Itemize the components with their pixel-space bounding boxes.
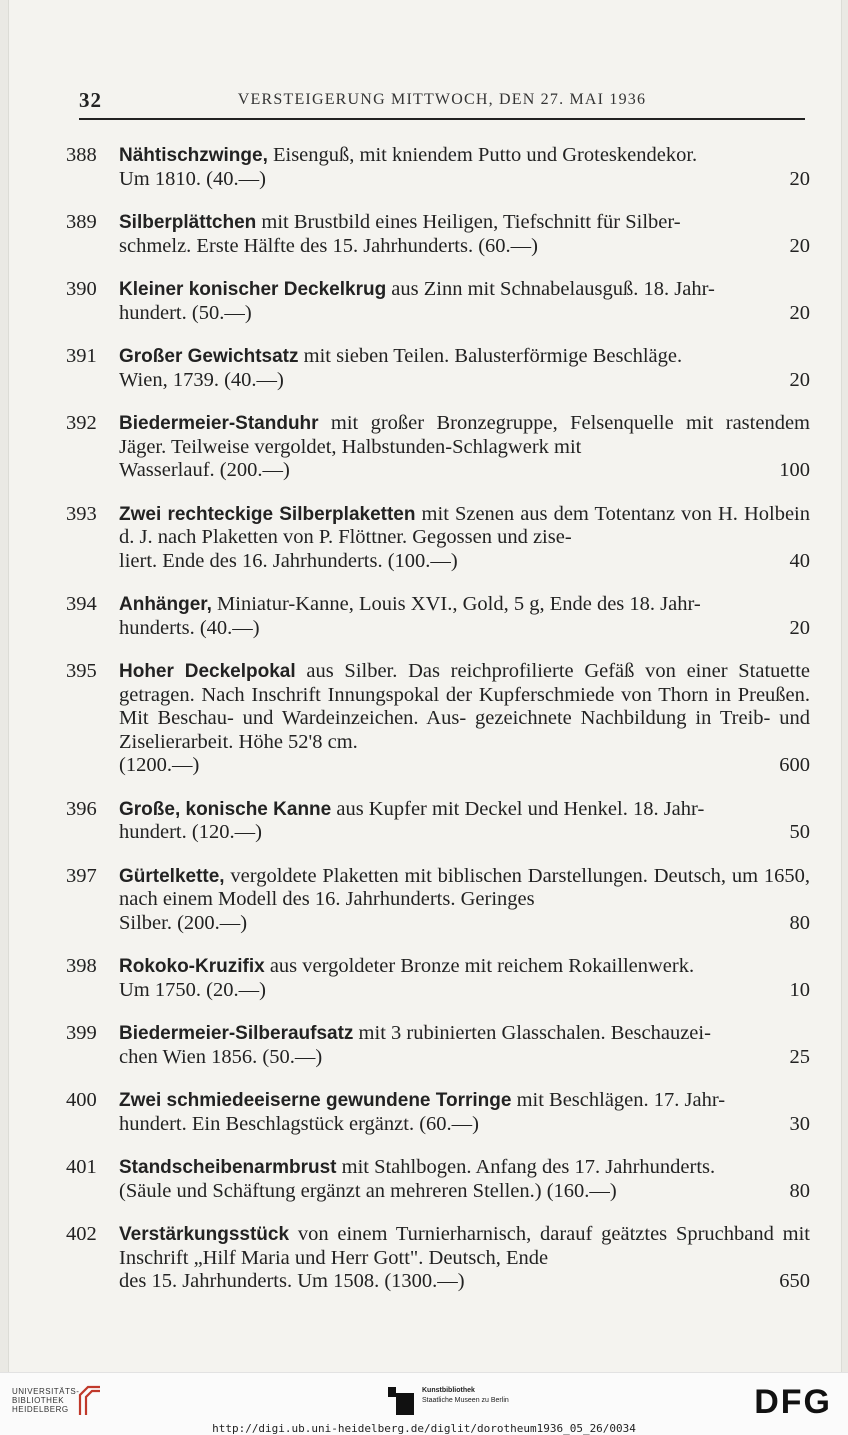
lot-list: [66, 144, 810, 1314]
kunstbibliothek-logo-icon: [388, 1387, 414, 1415]
kunstbibliothek-line: Kunstbibliothek: [422, 1387, 475, 1394]
lot-text: aus Silber. Das reichprofilierte Gefäß von einer: [306, 660, 728, 682]
lot-estimate-row: [119, 1113, 810, 1137]
university-line: UNIVERSITÄTS-: [12, 1387, 80, 1396]
lot-description: [119, 278, 810, 302]
lot-text: gezeichnete Nachbildung in Treib- und Ziselierarbeit. Höhe 52'8 cm.: [119, 707, 811, 753]
lot-number: 398: [66, 955, 97, 977]
lot-number: 390: [66, 278, 97, 300]
lot-estimate-row: [119, 979, 810, 1003]
lot-description: [119, 1156, 810, 1180]
lot-description: [119, 1022, 810, 1046]
lot-estimate-row: [119, 1046, 810, 1070]
lot-number: 389: [66, 211, 97, 233]
lot-text: hunderts. (40.—): [119, 616, 260, 639]
lot-text: (1200.—): [119, 754, 200, 776]
lot-entry: [66, 1089, 810, 1136]
university-line: BIBLIOTHEK: [12, 1396, 65, 1405]
lot-estimate-row: [119, 754, 810, 778]
lot-text: mit großer Bronzegruppe, Felsenquelle mit: [330, 412, 714, 434]
lot-title: Silberplättchen: [119, 212, 257, 233]
lot-price: 20: [789, 368, 810, 391]
lot-title: Zwei rechteckige Silberplaketten: [119, 503, 416, 525]
lot-price: 20: [789, 301, 810, 324]
lot-text: vergoldete Plaketten mit biblischen Darstellungen.: [230, 864, 648, 887]
lot-text: Um 1750. (20.—): [119, 978, 266, 1001]
footer-bar: [0, 1372, 848, 1435]
lot-title: Gürtelkette,: [119, 865, 225, 887]
dfg-logo: DFG: [754, 1383, 832, 1421]
lot-description: [119, 211, 810, 235]
lot-number: 399: [66, 1022, 97, 1044]
lot-entry: [66, 955, 810, 1002]
lot-entry: [66, 798, 810, 845]
lot-text: aus Kupfer mit Deckel und Henkel. 18. Jahr-: [336, 797, 705, 820]
lot-description: [119, 798, 810, 822]
lot-title: Biedermeier-Silberaufsatz: [119, 1023, 354, 1044]
lot-entry: [66, 865, 810, 936]
lot-price: 20: [789, 167, 810, 190]
lot-price: 80: [789, 1179, 810, 1202]
lot-price: 600: [779, 754, 810, 776]
lot-description: [119, 1089, 810, 1113]
university-logo-icon: [78, 1385, 102, 1417]
lot-description: [119, 345, 810, 369]
university-line: HEIDELBERG: [12, 1405, 69, 1414]
lot-description: [119, 503, 810, 550]
lot-number: 397: [66, 864, 97, 887]
lot-estimate-row: [119, 459, 810, 483]
lot-estimate-row: [119, 821, 810, 845]
lot-text: mit Stahlbogen. Anfang des 17. Jahrhunderts.: [341, 1156, 716, 1178]
lot-price: 40: [789, 549, 810, 572]
lot-text: Wien, 1739. (40.—): [119, 368, 284, 391]
lot-text: (Säule und Schäftung ergänzt an mehreren Stellen.) (160.—): [119, 1179, 617, 1202]
lot-title: Große, konische Kanne: [119, 798, 332, 820]
lot-entry: [66, 503, 810, 574]
lot-estimate-row: [119, 1270, 810, 1294]
lot-number: 395: [66, 660, 97, 682]
lot-text: Um 1810. (40.—): [119, 167, 266, 190]
page-header: [79, 88, 805, 120]
lot-entry: [66, 278, 810, 325]
kunstbibliothek-label: [422, 1386, 509, 1406]
lot-text: rastendem Jäger. Teilweise vergoldet, Halbstunden-Schlagwerk mit: [119, 412, 810, 458]
lot-title: Nähtischzwinge,: [119, 145, 268, 166]
lot-title: Biedermeier-Standuhr: [119, 413, 319, 434]
lot-estimate-row: [119, 1180, 810, 1204]
lot-entry: [66, 412, 810, 483]
lot-title: Kleiner konischer Deckelkrug: [119, 279, 387, 300]
lot-number: 388: [66, 144, 97, 166]
lot-price: 650: [779, 1270, 810, 1292]
lot-description: [119, 865, 810, 912]
lot-estimate-row: [119, 617, 810, 641]
lot-entry: [66, 1022, 810, 1069]
lot-title: Anhänger,: [119, 594, 212, 615]
lot-number: 393: [66, 502, 97, 525]
lot-text: mit Beschlägen. 17. Jahr-: [516, 1089, 726, 1111]
lot-text: aus vergoldeter Bronze mit reichem Rokaillenwerk.: [269, 955, 695, 977]
lot-text: liert. Ende des 16. Jahrhunderts. (100.—): [119, 549, 458, 572]
lot-estimate-row: [119, 302, 810, 326]
lot-text: H. Holbein d. J. nach Plaketten von P. Flöttner. Gegossen und zise-: [119, 502, 810, 548]
lot-description: [119, 593, 810, 617]
lot-title: Zwei schmiedeeiserne gewundene Torringe: [119, 1090, 512, 1111]
lot-title: Standscheibenarmbrust: [119, 1157, 337, 1178]
lot-text: hundert. (120.—): [119, 821, 262, 843]
lot-number: 392: [66, 412, 97, 434]
lot-text: chen Wien 1856. (50.—): [119, 1045, 323, 1068]
lot-text: Deutsch, um 1650, nach einem Modell des 16. Jahrhunderts. Geringes: [119, 864, 810, 910]
lot-text: mit Brustbild eines Heiligen, Tiefschnitt für Silber-: [261, 211, 681, 233]
lot-text: Eisenguß, mit kniendem Putto und Groteskendekor.: [272, 144, 698, 166]
lot-estimate-row: [119, 235, 810, 259]
page-number: 32: [79, 88, 102, 112]
lot-description: [119, 660, 810, 754]
lot-text: Silber. (200.—): [119, 911, 248, 934]
lot-text: Spruchband mit Inschrift „Hilf Maria und Herr Gott". Deutsch, Ende: [119, 1223, 811, 1269]
lot-title: Hoher Deckelpokal: [119, 661, 296, 682]
lot-entry: [66, 660, 810, 778]
lot-number: 401: [66, 1156, 97, 1178]
running-title: VERSTEIGERUNG MITTWOCH, DEN 27. MAI 1936: [237, 91, 647, 108]
lot-entry: [66, 1223, 810, 1294]
lot-price: 25: [789, 1045, 810, 1068]
lot-text: hundert. (50.—): [119, 301, 252, 324]
permalink-url[interactable]: http://digi.ub.uni-heidelberg.de/diglit/dorotheum1936_05_26/0034: [212, 1422, 636, 1435]
lot-title: Rokoko-Kruzifix: [119, 956, 265, 977]
lot-entry: [66, 1156, 810, 1203]
lot-text: Miniatur-Kanne, Louis XVI., Gold, 5 g, Ende des 18. Jahr-: [217, 593, 701, 615]
kunstbibliothek-line: Staatliche Museen zu Berlin: [422, 1397, 509, 1404]
lot-text: mit Szenen aus dem Totentanz von: [421, 502, 712, 525]
lot-description: [119, 412, 810, 459]
lot-text: mit 3 rubinierten Glasschalen. Beschauzei-: [358, 1022, 711, 1044]
lot-text: schmelz. Erste Hälfte des 15. Jahrhunderts. (60.—): [119, 234, 538, 257]
lot-price: 20: [789, 234, 810, 257]
lot-description: [119, 144, 810, 168]
lot-entry: [66, 593, 810, 640]
lot-text: von einem Turnierharnisch, darauf geätztes: [297, 1223, 668, 1245]
lot-price: 20: [789, 616, 810, 639]
lot-price: 80: [789, 911, 810, 934]
lot-description: [119, 1223, 810, 1270]
lot-description: [119, 955, 810, 979]
lot-estimate-row: [119, 168, 810, 192]
lot-price: 100: [779, 459, 810, 481]
lot-entry: [66, 345, 810, 392]
lot-estimate-row: [119, 369, 810, 393]
lot-number: 396: [66, 797, 97, 820]
lot-price: 30: [789, 1112, 810, 1135]
lot-text: von Thorn in Preußen. Mit Beschau- und Wardeinzeichen. Aus-: [119, 683, 811, 729]
lot-estimate-row: [119, 550, 810, 574]
university-library-name: [12, 1387, 79, 1414]
lot-title: Verstärkungsstück: [119, 1224, 290, 1245]
lot-entry: [66, 144, 810, 191]
lot-number: 402: [66, 1223, 97, 1245]
lot-estimate-row: [119, 912, 810, 936]
lot-entry: [66, 211, 810, 258]
lot-text: des 15. Jahrhunderts. Um 1508. (1300.—): [119, 1270, 465, 1292]
lot-text: Wasserlauf. (200.—): [119, 459, 290, 481]
lot-number: 400: [66, 1089, 97, 1111]
lot-price: 10: [789, 978, 810, 1001]
lot-price: 50: [789, 821, 810, 843]
lot-text: mit sieben Teilen. Balusterförmige Beschläge.: [303, 345, 683, 367]
lot-number: 391: [66, 345, 97, 367]
lot-title: Großer Gewichtsatz: [119, 346, 299, 367]
lot-text: hundert. Ein Beschlagstück ergänzt. (60.—): [119, 1112, 479, 1135]
lot-number: 394: [66, 593, 97, 615]
lot-text: aus Zinn mit Schnabelausguß. 18. Jahr-: [391, 278, 715, 300]
lot-text: Statuette getragen. Nach Inschrift Innungspokal der Kupferschmiede: [119, 660, 810, 706]
